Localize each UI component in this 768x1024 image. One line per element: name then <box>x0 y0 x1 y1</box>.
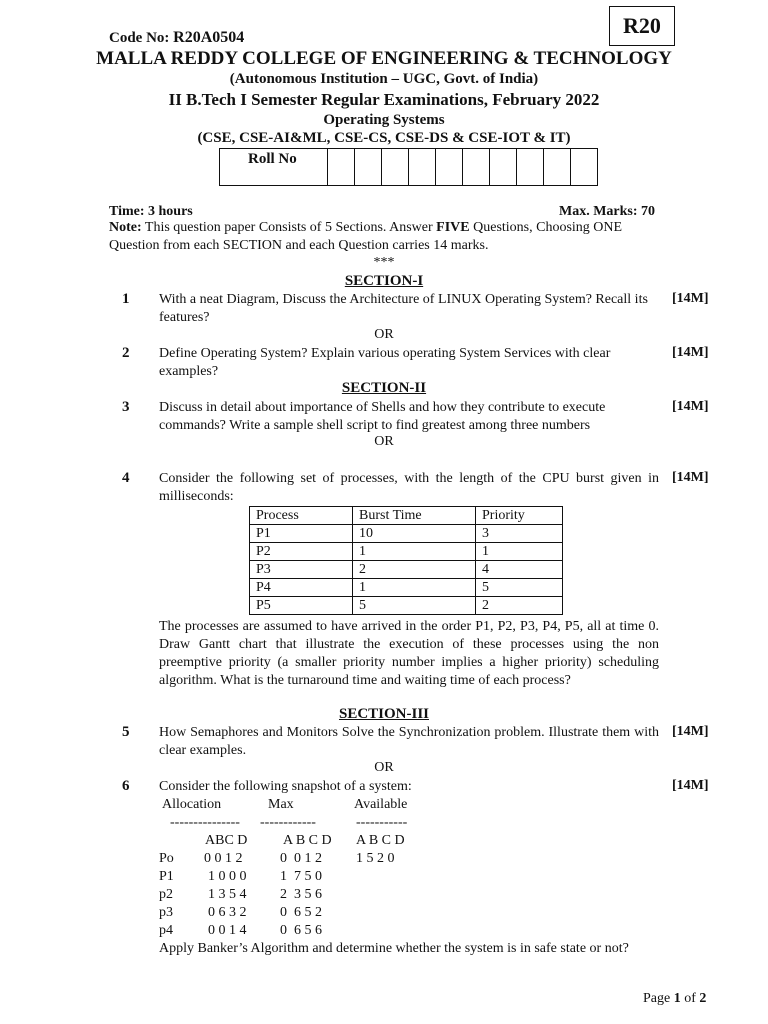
roll-cell <box>544 149 571 186</box>
allocation-value: 0 6 3 2 <box>208 905 247 920</box>
question-text: Consider the following set of processes, with the length of the CPU burst given in milliseconds: <box>159 471 659 504</box>
question-text: How Semaphores and Monitors Solve the Synchronization problem. Illustrate them with clear examples. <box>159 725 659 758</box>
institution-line: (Autonomous Institution – UGC, Govt. of India) <box>229 71 539 87</box>
table-header: Priority <box>476 507 563 525</box>
page-total: 2 <box>699 991 707 1006</box>
college-name: MALLA REDDY COLLEGE OF ENGINEERING & TECHNOLOGY <box>96 48 672 69</box>
question-text: The processes are assumed to have arrived in the order P1, P2, P3, P4, P5, all at time 0. Draw Gantt chart that illustrate the execution of these processes using the non preemptive priority (a smaller priority number implies a higher priority) scheduling algorithm. What is the turnaround time and waiting time of each process? <box>159 619 659 688</box>
note-line-2: Question from each SECTION and each Question carries 14 marks. <box>109 238 489 253</box>
roll-cell <box>409 149 436 186</box>
page-of-label: of <box>680 991 700 1006</box>
question-text: Consider the following snapshot of a system: <box>159 779 412 794</box>
roll-cell <box>328 149 355 186</box>
note-label: Note: <box>109 220 142 235</box>
exam-title: II B.Tech I Semester Regular Examinations, February 2022 <box>168 90 600 109</box>
question-number: 2 <box>122 345 130 361</box>
code-label: Code No: <box>109 30 170 46</box>
max-value: 0 6 5 2 <box>280 905 322 920</box>
question-marks: [14M] <box>672 399 709 414</box>
section-heading: SECTION-II <box>341 380 427 396</box>
process-id: p3 <box>159 905 173 920</box>
note-text: Questions, Choosing ONE <box>469 220 623 235</box>
section-heading: SECTION-I <box>344 273 424 289</box>
table-cell: P1 <box>250 525 353 543</box>
table-row <box>250 543 563 561</box>
process-id: P1 <box>159 869 174 884</box>
allocation-value: 1 3 5 4 <box>208 887 247 902</box>
table-row <box>250 525 563 543</box>
table-cell: P5 <box>250 597 353 615</box>
subject-title: Operating Systems <box>323 112 445 128</box>
max-value: 0 0 1 2 <box>280 851 322 866</box>
process-id: Po <box>159 851 174 866</box>
process-id: p4 <box>159 923 173 938</box>
snapshot-header: Max <box>268 797 294 812</box>
question-text: Define Operating System? Explain various operating System Services with clear examples? <box>159 346 611 379</box>
question-text: Apply Banker’s Algorithm and determine whether the system is in safe state or not? <box>159 941 629 956</box>
max-value: 2 3 5 6 <box>280 887 322 902</box>
page-label: Page <box>643 991 674 1006</box>
question-number: 1 <box>122 291 130 307</box>
table-cell: 10 <box>353 525 476 543</box>
question-marks: [14M] <box>672 724 709 739</box>
roll-cell <box>382 149 409 186</box>
table-cell: P4 <box>250 579 353 597</box>
question-number: 6 <box>122 778 130 794</box>
branches-line: (CSE, CSE-AI&ML, CSE-CS, CSE-DS & CSE-IOT & IT) <box>197 130 571 146</box>
question-number: 3 <box>122 399 130 415</box>
question-text: Discuss in detail about importance of Shells and how they contribute to execute commands? Write a sample shell script to find greatest among three numbers <box>159 400 606 433</box>
question-number: 5 <box>122 724 130 740</box>
max-value: 1 7 5 0 <box>280 869 322 884</box>
note-text: This question paper Consists of 5 Sections. Answer <box>141 220 437 235</box>
snapshot-divider: ----------- <box>356 815 408 830</box>
or-separator: OR <box>374 327 394 342</box>
section-heading: SECTION-III <box>338 706 430 722</box>
question-marks: [14M] <box>672 470 709 485</box>
roll-cell <box>355 149 382 186</box>
question-text: With a neat Diagram, Discuss the Architecture of LINUX Operating System? Recall its features? <box>159 292 648 325</box>
table-header: Burst Time <box>353 507 476 525</box>
question-marks: [14M] <box>672 291 709 306</box>
code-number <box>109 29 244 47</box>
question-number: 4 <box>122 470 130 486</box>
roll-cell <box>490 149 517 186</box>
table-cell: 2 <box>476 597 563 615</box>
snapshot-header: Allocation <box>162 797 222 812</box>
table-cell: 2 <box>353 561 476 579</box>
table-header: Process <box>250 507 353 525</box>
allocation-value: 0 0 1 4 <box>208 923 247 938</box>
table-cell: 1 <box>353 543 476 561</box>
process-id: p2 <box>159 887 173 902</box>
stars-divider: *** <box>373 255 395 270</box>
table-cell: 5 <box>476 579 563 597</box>
question-marks: [14M] <box>672 345 709 360</box>
table-cell: 3 <box>476 525 563 543</box>
roll-cell <box>517 149 544 186</box>
table-row <box>250 579 563 597</box>
table-cell: P2 <box>250 543 353 561</box>
max-value: 0 6 5 6 <box>280 923 322 938</box>
table-row <box>250 561 563 579</box>
roll-cell <box>463 149 490 186</box>
question-marks: [14M] <box>672 778 709 793</box>
regulation-box: R20 <box>609 6 675 46</box>
table-cell: P3 <box>250 561 353 579</box>
table-cell: 1 <box>353 579 476 597</box>
allocation-value: 0 0 1 2 <box>204 851 243 866</box>
page-number: 1 <box>673 991 681 1006</box>
snapshot-divider: --------------- <box>170 815 240 830</box>
note-bold: FIVE <box>436 220 470 235</box>
note-paragraph <box>109 219 669 237</box>
available-value: 1 5 2 0 <box>356 851 395 866</box>
process-table <box>249 506 563 615</box>
table-row <box>250 597 563 615</box>
snapshot-subheader: A B C D <box>356 833 405 848</box>
page-indicator <box>643 990 706 1008</box>
roll-cell <box>571 149 598 186</box>
table-cell: 5 <box>353 597 476 615</box>
snapshot-divider: ------------ <box>260 815 316 830</box>
code-value: R20A0504 <box>173 29 245 46</box>
snapshot-subheader: A B C D <box>283 833 332 848</box>
snapshot-header: Available <box>354 797 408 812</box>
allocation-value: 1 0 0 0 <box>208 869 247 884</box>
or-separator: OR <box>374 434 394 449</box>
max-marks: Max. Marks: 70 <box>559 204 656 219</box>
time-label: Time: 3 hours <box>109 204 193 219</box>
table-cell: 4 <box>476 561 563 579</box>
snapshot-subheader: ABC D <box>205 833 248 848</box>
or-separator: OR <box>374 760 394 775</box>
roll-cell <box>436 149 463 186</box>
roll-label: Roll No <box>220 149 328 186</box>
table-cell: 1 <box>476 543 563 561</box>
roll-number-box <box>219 148 598 186</box>
